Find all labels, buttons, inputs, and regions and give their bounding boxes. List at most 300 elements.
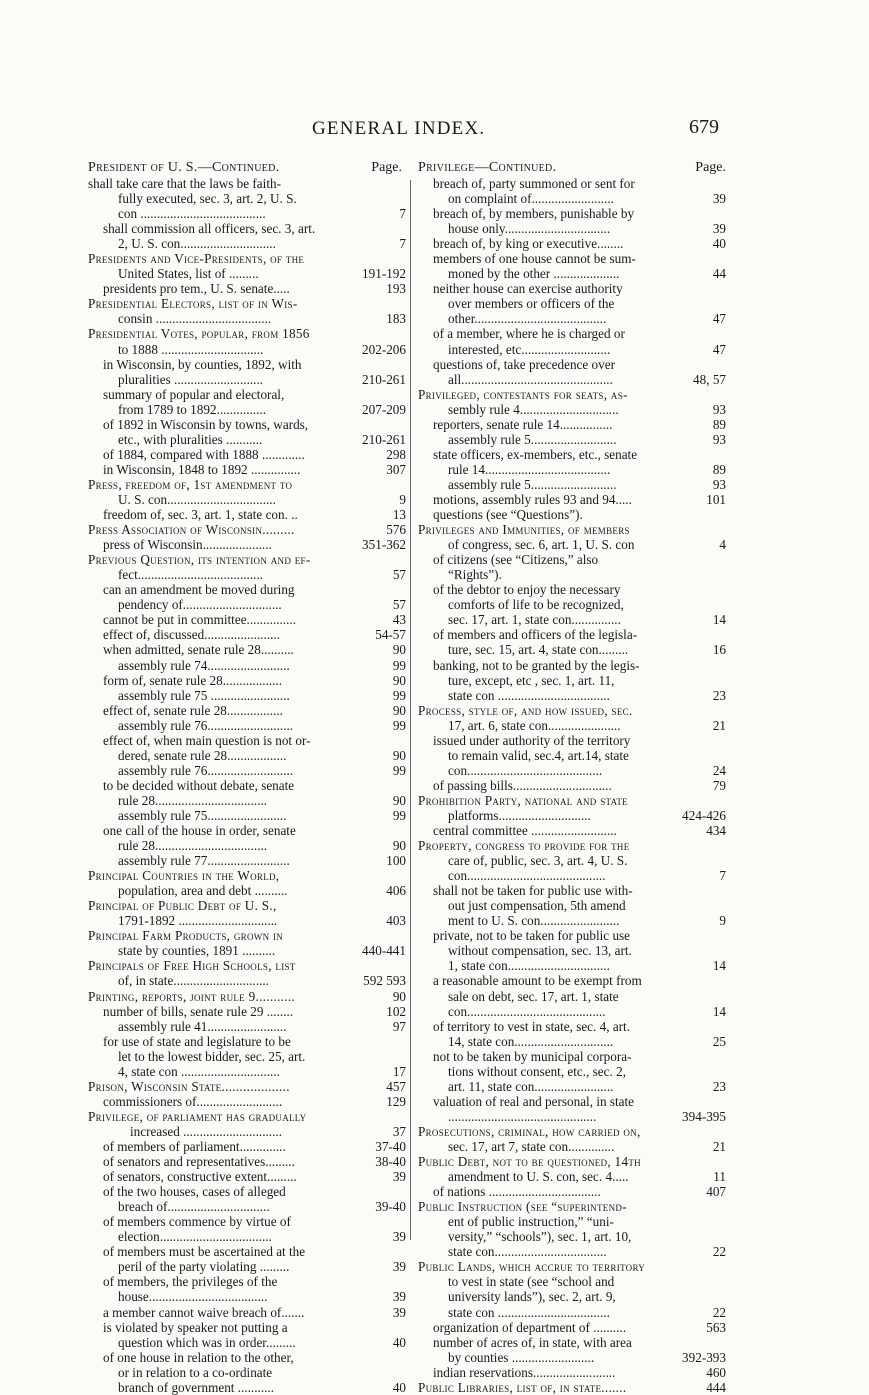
index-entry-text: all.............................................. (448, 371, 613, 387)
index-entry-text: on complaint of......................... (448, 191, 614, 207)
index-entry (88, 1049, 406, 1064)
index-entry-text: tions without consent, etc., sec. 2, (448, 1063, 626, 1079)
index-entry-page: 406 (386, 883, 406, 899)
index-entry (88, 688, 406, 703)
index-entry-text: con......................................... (448, 762, 603, 778)
index-entry-text: “Rights”). (448, 567, 502, 583)
index-entry-text: effect of, senate rule 28................. (103, 702, 283, 718)
index-entry (418, 853, 726, 868)
index-entry-text: breach of, by members, punishable by (433, 206, 635, 222)
index-entry-text: United States, list of ......... (118, 266, 259, 282)
index-entry-text: effect of, when main question is not or- (103, 732, 311, 748)
index-entry-text: increased .............................. (130, 1123, 282, 1139)
index-entry-page: 407 (706, 1184, 726, 1200)
index-entry-text: of a member, where he is charged or (433, 326, 625, 342)
index-entry-page: 14 (712, 612, 726, 628)
index-entry-text: assembly rule 74......................... (118, 657, 290, 673)
index-entry-page: 23 (712, 1078, 726, 1094)
index-entry (88, 1034, 406, 1049)
index-entry-text: ent of public instruction,” “uni- (448, 1214, 614, 1230)
index-entry (88, 778, 406, 793)
index-entry-page: 22 (712, 1244, 726, 1260)
index-entry (418, 296, 726, 311)
index-entry-page: 23 (712, 687, 726, 703)
index-entry (418, 642, 726, 657)
index-entry-text: neither house can exercise authority (433, 281, 623, 297)
index-entry-page: 99 (392, 762, 406, 778)
index-entry (88, 251, 406, 266)
index-entry-page: 210-261 (362, 431, 406, 447)
index-entry-text: Public Instruction (see “superintend- (418, 1199, 627, 1215)
index-entry-text: amendment to U. S. con, sec. 4..... (448, 1169, 629, 1185)
index-entry-page: 457 (386, 1078, 406, 1094)
index-entry (418, 1259, 726, 1274)
index-entry-text: of nations .................................. (433, 1184, 601, 1200)
index-entry-text: U. S. con................................. (118, 491, 276, 507)
index-entry-page: 89 (712, 461, 726, 477)
index-entry-text: con.......................................... (448, 1003, 606, 1019)
index-entry-text: state con .................................. (448, 687, 610, 703)
index-entry-page: 40 (392, 1379, 406, 1395)
index-entry (418, 492, 726, 507)
index-entry (88, 1259, 406, 1274)
index-entry-page: 54-57 (375, 627, 406, 643)
index-entry-page: 9 (719, 913, 726, 929)
index-entry-page: 99 (392, 657, 406, 673)
index-entry (418, 597, 726, 612)
index-entry (418, 958, 726, 973)
index-entry-text: consin ................................... (118, 311, 272, 327)
index-entry-text: Public Lands, which accrue to territory (418, 1259, 646, 1275)
index-entry-text: dered, senate rule 28.................. (118, 747, 287, 763)
index-entry (418, 1380, 726, 1395)
index-entry-page: 90 (392, 747, 406, 763)
index-entry-text: Public Debt, not to be questioned, 14th (418, 1154, 641, 1170)
index-entry (418, 266, 726, 281)
index-entry (418, 763, 726, 778)
index-entry-text: to 1888 ............................... (118, 341, 264, 357)
index-entry (418, 402, 726, 417)
index-entry-text: members of one house cannot be sum- (433, 251, 636, 267)
index-entry (88, 1094, 406, 1109)
index-entry (88, 206, 406, 221)
index-entry-page: 39 (392, 1169, 406, 1185)
index-entry (88, 1124, 406, 1139)
left-column-heading (88, 160, 406, 176)
index-entry-text: question which was in order......... (118, 1334, 296, 1350)
index-entry-text: when admitted, senate rule 28.......... (103, 642, 294, 658)
index-entry (418, 1274, 726, 1289)
index-entry-page: 460 (706, 1364, 726, 1380)
index-entry (88, 673, 406, 688)
index-entry-page: 93 (712, 401, 726, 417)
index-entry (418, 477, 726, 492)
index-entry (418, 357, 726, 372)
index-entry (88, 973, 406, 988)
index-entry-text: ture, except, etc , sec. 1, art. 11, (448, 672, 615, 688)
index-entry (418, 883, 726, 898)
index-entry (88, 763, 406, 778)
index-entry (418, 221, 726, 236)
index-entry-text: state con.................................. (448, 1244, 607, 1260)
index-entry-text: breach of, party summoned or sent for (433, 176, 635, 191)
index-entry-page: 39 (392, 1304, 406, 1320)
index-entry-text: number of acres of, in state, with area (433, 1334, 632, 1350)
index-entry (88, 342, 406, 357)
index-entry (88, 612, 406, 627)
index-entry (418, 913, 726, 928)
index-entry-text: let to the lowest bidder, sec. 25, art. (118, 1048, 306, 1064)
index-entry-page: 39 (392, 1289, 406, 1305)
index-entry-text: peril of the party violating ......... (118, 1259, 290, 1275)
index-entry (88, 417, 406, 432)
index-entry-page: 93 (712, 431, 726, 447)
index-entry-text: of members, the privileges of the (103, 1274, 278, 1290)
index-entry (88, 522, 406, 537)
index-entry (88, 176, 406, 191)
index-entry-text: from 1789 to 1892............... (118, 401, 266, 417)
index-entry-text: assembly rule 75 ........................ (118, 687, 290, 703)
index-entry-text: breach of............................... (118, 1199, 270, 1215)
index-entry (418, 447, 726, 462)
index-entry-page: 191-192 (362, 266, 406, 282)
index-entry-page: 576 (386, 522, 406, 538)
index-entry-text: rule 28.................................. (118, 838, 268, 854)
index-entry (418, 658, 726, 673)
index-entry-page: 202-206 (362, 341, 406, 357)
index-entry-text: to be decided without debate, senate (103, 777, 295, 793)
index-entry-text: sembly rule 4.............................. (448, 401, 619, 417)
index-entry-text: over members or officers of the (448, 296, 615, 312)
page-label: Page. (371, 160, 402, 175)
index-entry-page: 563 (706, 1319, 726, 1335)
index-entry (88, 221, 406, 236)
index-entry (88, 733, 406, 748)
index-entry (418, 1034, 726, 1049)
index-entry-page: 37 (392, 1123, 406, 1139)
right-column (418, 160, 726, 1395)
index-entry-text: Principal Farm Products, grown in (88, 928, 284, 944)
index-entry (88, 462, 406, 477)
index-entry (88, 1109, 406, 1124)
index-entry (88, 387, 406, 402)
index-entry-page: 90 (392, 838, 406, 854)
index-entry-text: motions, assembly rules 93 and 94..... (433, 491, 632, 507)
index-entry (88, 928, 406, 943)
index-entry (418, 898, 726, 913)
index-entry-text: assembly rule 76.......................... (118, 717, 294, 733)
index-entry-text: Principals of Free High Schools, list (88, 958, 296, 974)
index-entry (418, 281, 726, 296)
index-entry (88, 1274, 406, 1289)
index-entry-text: questions of, take precedence over (433, 356, 615, 372)
index-entry-text: central committee .......................... (433, 823, 617, 839)
index-entry-text: Property, congress to provide for the (418, 838, 630, 854)
index-entry-text: Presidential Votes, popular, from 1856 (88, 326, 310, 342)
index-entry (418, 522, 726, 537)
index-entry (88, 627, 406, 642)
index-entry-page: 99 (392, 687, 406, 703)
index-entry (418, 1049, 726, 1064)
index-entry (88, 718, 406, 733)
index-entry (418, 567, 726, 582)
index-entry (418, 868, 726, 883)
index-entry (418, 1350, 726, 1365)
index-entry-page: 7 (719, 868, 726, 884)
index-entry (88, 1004, 406, 1019)
index-entry (418, 1124, 726, 1139)
index-entry-text: effect of, discussed....................... (103, 627, 281, 643)
index-entry-text: sale on debt, sec. 17, art. 1, state (448, 988, 619, 1004)
index-entry (418, 311, 726, 326)
index-entry-page: 193 (386, 281, 406, 297)
index-entry-text: or in relation to a co-ordinate (118, 1364, 273, 1380)
index-entry-text: pluralities ........................... (118, 371, 264, 387)
index-entry (88, 883, 406, 898)
index-entry-page: 90 (392, 792, 406, 808)
index-entry (88, 311, 406, 326)
index-entry-text: con ...................................... (118, 206, 266, 222)
index-entry-page: 424-426 (682, 807, 726, 823)
index-entry-page: 37-40 (375, 1139, 406, 1154)
index-entry-page: 39 (712, 191, 726, 207)
index-entry-page: 44 (712, 266, 726, 282)
index-entry-text: Principal of Public Debt of U. S., (88, 898, 277, 914)
index-entry-text: of members must be ascertained at the (103, 1244, 306, 1260)
index-entry-page: 97 (392, 1018, 406, 1034)
index-entry (88, 1229, 406, 1244)
index-entry-text: breach of, by king or executive........ (433, 236, 624, 252)
index-entry-page: 207-209 (362, 401, 406, 417)
index-entry (88, 447, 406, 462)
index-entry (88, 868, 406, 883)
index-entry-text: freedom of, sec. 3, art. 1, state con. .. (103, 507, 298, 523)
index-entry-page: 440-441 (362, 943, 406, 959)
index-entry (418, 236, 726, 251)
index-entry-text: assembly rule 5.......................... (448, 431, 617, 447)
index-entry-text: fully executed, sec. 3, art. 2, U. S. (118, 191, 297, 207)
index-entry-text: ture, sec. 15, art. 4, state con......... (448, 642, 629, 658)
index-entry-text: con.......................................... (448, 868, 606, 884)
index-entry (418, 1214, 726, 1229)
index-entry (88, 793, 406, 808)
index-entry-text: by counties ......................... (448, 1349, 595, 1365)
page-number: 679 (689, 116, 719, 138)
index-entry (418, 1184, 726, 1199)
index-entry (88, 1335, 406, 1350)
index-entry (88, 326, 406, 341)
index-entry-text: Presidential Electors, list of in Wis- (88, 296, 298, 312)
index-entry (418, 1079, 726, 1094)
index-entry-text: assembly rule 41........................ (118, 1018, 287, 1034)
index-entry-text: issued under authority of the territory (433, 732, 631, 748)
index-entry (88, 552, 406, 567)
index-entry-text: assembly rule 77......................... (118, 853, 290, 869)
index-entry (418, 838, 726, 853)
index-entry (418, 928, 726, 943)
index-entry-text: press of Wisconsin..................... (103, 537, 272, 553)
page-header (0, 118, 869, 146)
index-entry-page: 307 (386, 461, 406, 477)
index-entry-page: 101 (706, 491, 726, 507)
index-entry-page: 11 (713, 1169, 726, 1185)
index-entry (418, 943, 726, 958)
index-entry-text: private, not to be taken for public use (433, 928, 631, 944)
index-entry (88, 597, 406, 612)
index-entry (418, 733, 726, 748)
index-entry (418, 973, 726, 988)
index-entry-text: of, in state............................. (118, 973, 269, 989)
index-entry (418, 1335, 726, 1350)
index-entry (418, 793, 726, 808)
index-entry (418, 1365, 726, 1380)
index-entry (418, 612, 726, 627)
index-entry (418, 206, 726, 221)
index-entry-page: 14 (712, 958, 726, 974)
index-entry-text: rule 28.................................. (118, 792, 268, 808)
index-entry-text: sec. 17, art 7, state con.............. (448, 1139, 615, 1154)
index-entry (418, 778, 726, 793)
index-entry (88, 658, 406, 673)
index-entry (418, 251, 726, 266)
index-entry-text: state by counties, 1891 .......... (118, 943, 276, 959)
index-entry-page: 40 (392, 1334, 406, 1350)
index-entry-page: 129 (386, 1093, 406, 1109)
index-entry-text: platforms............................ (448, 807, 591, 823)
index-entry (418, 552, 726, 567)
index-entry (418, 372, 726, 387)
right-index-entries (418, 176, 726, 1395)
index-entry-text: commissioners of.......................... (103, 1093, 283, 1109)
index-entry (418, 462, 726, 477)
index-entry-page: 351-362 (362, 537, 406, 553)
left-index-entries (88, 176, 406, 1395)
index-entry-page: 90 (392, 988, 406, 1004)
index-entry (418, 1169, 726, 1184)
index-entry-text: 14, state con.............................. (448, 1033, 614, 1049)
index-entry (88, 703, 406, 718)
index-entry-page: 210-261 (362, 371, 406, 387)
index-entry (418, 627, 726, 642)
index-entry (88, 582, 406, 597)
index-entry (418, 1004, 726, 1019)
index-entry-text: of senators, constructive extent......... (103, 1169, 297, 1185)
index-entry-page: 22 (712, 1304, 726, 1320)
index-entry (88, 1380, 406, 1395)
index-entry-text: state officers, ex-members, etc., senate (433, 446, 638, 462)
index-entry (418, 1094, 726, 1109)
index-entry (88, 1305, 406, 1320)
index-entry-text: house.................................... (118, 1289, 268, 1305)
index-entry (418, 417, 726, 432)
index-entry-page: 403 (386, 913, 406, 929)
index-entry-page: 39 (712, 221, 726, 237)
index-entry-page: 47 (712, 341, 726, 357)
index-entry (88, 1184, 406, 1199)
index-entry-page: 38-40 (375, 1154, 406, 1170)
index-entry-text: moned by the other .................... (448, 266, 620, 282)
index-entry (418, 1289, 726, 1304)
index-entry (418, 326, 726, 341)
index-entry-page: 298 (386, 446, 406, 462)
index-entry-page: 39-40 (375, 1199, 406, 1215)
index-entry-text: of citizens (see “Citizens,” also (433, 552, 599, 568)
index-entry-text: 4, state con .............................. (118, 1063, 280, 1079)
index-entry-page: 40 (712, 236, 726, 252)
index-entry (418, 1199, 726, 1214)
index-entry (418, 748, 726, 763)
index-entry (418, 432, 726, 447)
index-entry (88, 492, 406, 507)
index-entry-text: Prison, Wisconsin State................... (88, 1078, 290, 1094)
index-entry-text: of passing bills.............................. (433, 777, 612, 793)
index-entry-text: Public Libraries, list of, in state....... (418, 1379, 627, 1395)
index-entry (418, 537, 726, 552)
index-entry-page: 14 (712, 1003, 726, 1019)
index-entry (88, 266, 406, 281)
index-entry-text: to vest in state (see “school and (448, 1274, 615, 1290)
index-entry-text: other........................................ (448, 311, 607, 327)
index-entry-text: number of bills, senate rule 29 ........ (103, 1003, 294, 1019)
index-entry (418, 1139, 726, 1154)
index-entry (418, 507, 726, 522)
index-entry (88, 943, 406, 958)
index-entry-text: valuation of real and personal, in state (433, 1093, 635, 1109)
index-entry-text: for use of state and legislature to be (103, 1033, 291, 1049)
index-entry-text: shall take care that the laws be faith- (88, 176, 281, 191)
index-entry-text: banking, not to be granted by the legis- (433, 657, 640, 673)
index-entry (88, 477, 406, 492)
index-entry-page: 25 (712, 1033, 726, 1049)
index-entry (88, 958, 406, 973)
index-entry-page: 16 (712, 642, 726, 658)
index-entry-text: care of, public, sec. 3, art. 4, U. S. (448, 853, 628, 869)
index-entry-page: 79 (712, 777, 726, 793)
index-entry (88, 1289, 406, 1304)
index-entry (88, 642, 406, 657)
index-entry-page: 57 (392, 597, 406, 613)
index-entry-page: 89 (712, 416, 726, 432)
index-entry-text: house only................................ (448, 221, 611, 237)
index-entry (88, 1064, 406, 1079)
index-entry (418, 342, 726, 357)
index-entry-text: of members and officers of the legisla- (433, 627, 638, 643)
index-entry-text: in Wisconsin, by counties, 1892, with (103, 356, 302, 372)
index-entry-text: Prohibition Party, national and state (418, 792, 628, 808)
index-entry-text: branch of government ........... (118, 1379, 275, 1395)
index-entry-page: 7 (399, 206, 406, 222)
index-entry-text: presidents pro tem., U. S. senate..... (103, 281, 290, 297)
index-entry-text: Privileged, contestants for seats, as- (418, 386, 628, 402)
index-entry-page: 102 (386, 1003, 406, 1019)
index-entry-text: questions (see “Questions”). (433, 507, 583, 523)
index-entry-text: ............................................. (448, 1108, 597, 1124)
index-entry-text: etc., with pluralities ........... (118, 431, 263, 447)
index-entry-text: election.................................. (118, 1229, 272, 1245)
index-entry (418, 582, 726, 597)
index-entry-text: art. 11, state con........................ (448, 1078, 614, 1094)
index-entry-page: 47 (712, 311, 726, 327)
index-entry (88, 357, 406, 372)
index-entry-text: one call of the house in order, senate (103, 823, 296, 839)
index-entry-text: shall commission all officers, sec. 3, art. (103, 221, 316, 237)
index-entry (88, 1320, 406, 1335)
index-entry (88, 808, 406, 823)
index-entry-page: 7 (399, 236, 406, 252)
index-entry-text: 17, art. 6, state con...................... (448, 717, 621, 733)
index-entry (88, 402, 406, 417)
index-entry-page: 183 (386, 311, 406, 327)
